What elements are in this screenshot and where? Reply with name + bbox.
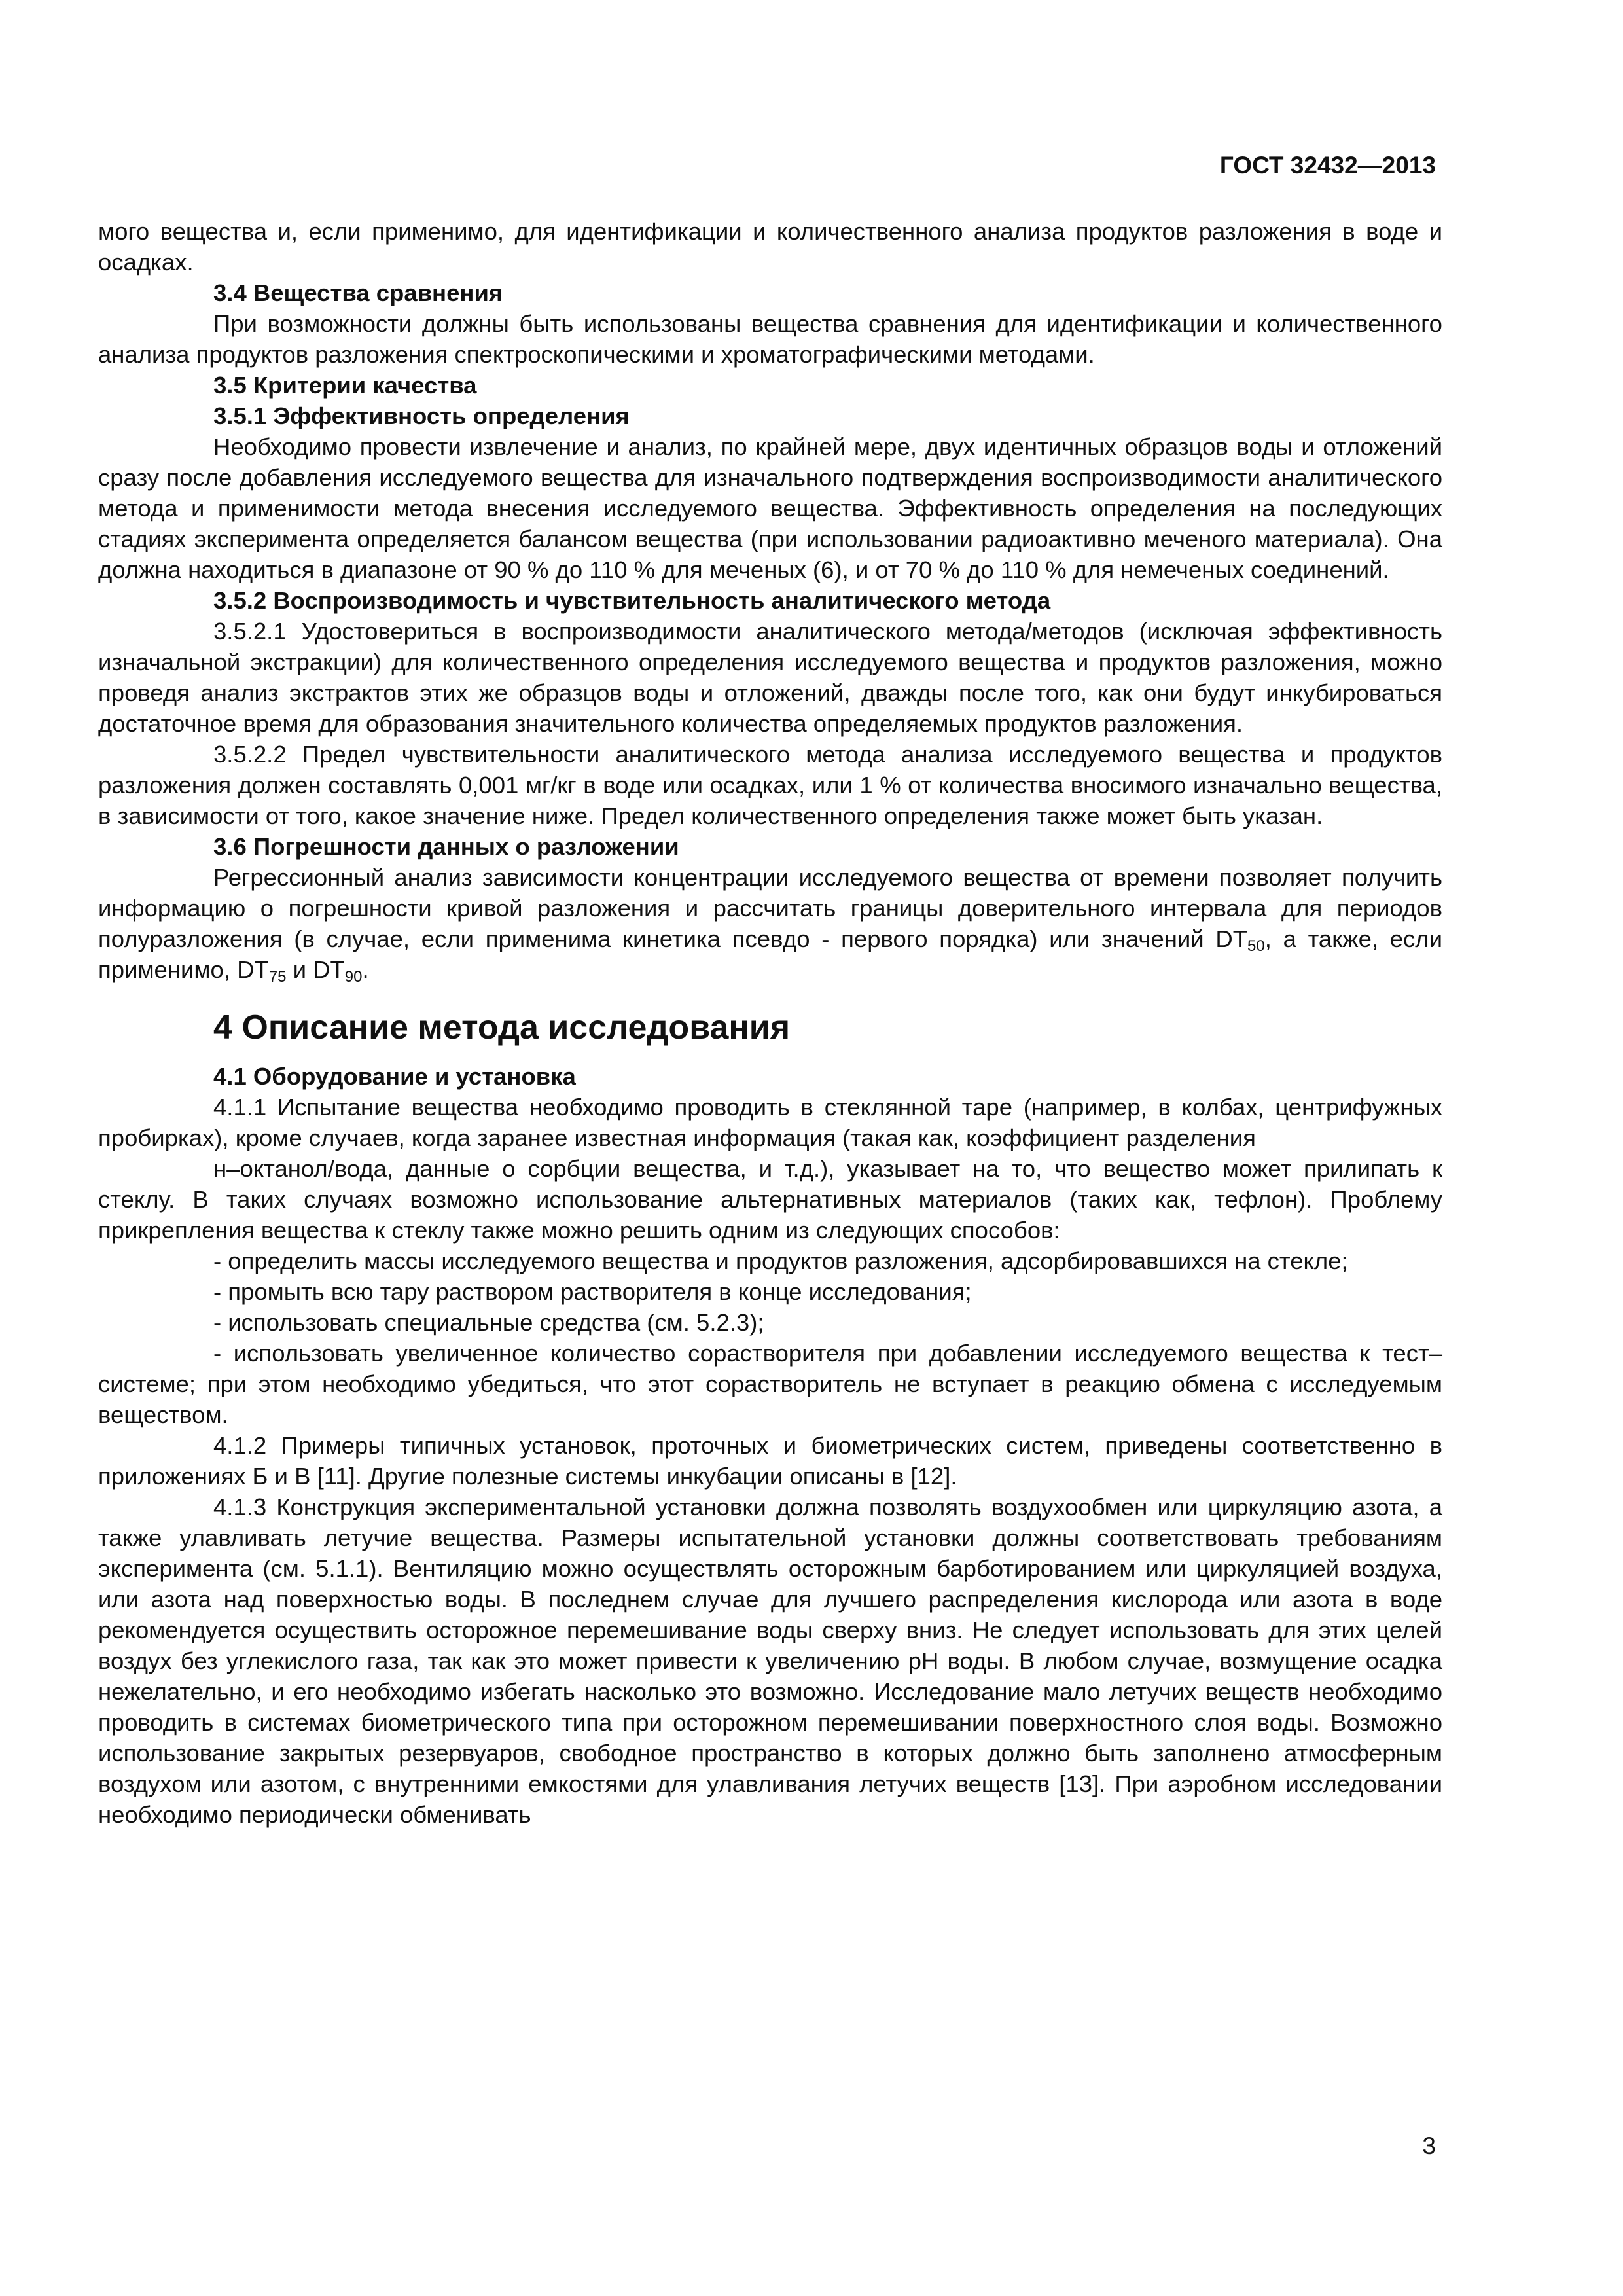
heading-3-5-2: 3.5.2 Воспроизводимость и чувствительность аналитического метода bbox=[213, 587, 1051, 614]
paragraph-3-5-2-1: 3.5.2.1 Удостовериться в воспроизводимости аналитического метода/методов (исключая эффективность изначальной экстракции) для количественного определения исследуемого вещества и продуктов разложения, можно проведя анализ экстрактов этих же образцов воды и отложений, дважды после того, как они будут инкубироваться достаточное время для образования значительного количества определяемых продуктов разложения. bbox=[98, 618, 1442, 737]
paragraph-3-5-1: Необходимо провести извлечение и анализ, по крайней мере, двух идентичных образцов воды и отложений сразу после добавления исследуемого вещества для изначального подтверждения воспроизводимости аналитического метода и применимости метода внесения исследуемого вещества. Эффективность определения на последующих стадиях эксперимента определяется балансом вещества (при использовании радиоактивно меченого материала). Она должна находиться в диапазоне от 90 % до 110 % для меченых (6), и от 70 % до 110 % для немеченых соединений. bbox=[98, 433, 1442, 583]
subscript-90: 90 bbox=[344, 968, 363, 986]
paragraph-3-6-text-2: , а также, если применимо, DT bbox=[98, 925, 1442, 983]
heading-3-5-1: 3.5.1 Эффективность определения bbox=[213, 403, 630, 429]
document-number: ГОСТ 32432—2013 bbox=[1219, 152, 1436, 179]
paragraph-4-1-3: 4.1.3 Конструкция экспериментальной установки должна позволять воздухообмен или циркуляцию азота, а также улавливать летучие вещества. Размеры испытательной установки должны соответствовать требованиям эксперимента (см. 5.1.1). Вентиляцию можно осуществлять осторожным барботированием или циркуляцией воздуха, или азота над поверхностью воды. В последнем случае для лучшего распределения кислорода или азота в воде рекомендуется осуществить осторожное перемешивание воды сверху вниз. Не следует использовать для этих целей воздух без углекислого газа, так как это может привести к увеличению pH воды. В любом случае, возмущение осадка нежелательно, и его необходимо избегать насколько это возможно. Исследование мало летучих веществ необходимо проводить в системах биометрического типа при осторожном перемешивании поверхностного слоя воды. Возможно использование закрытых резервуаров, свободное пространство в которых должно быть заполнено атмосферным воздухом или азотом, с внутренними емкостями для улавливания летучих веществ [13]. При аэробном исследовании необходимо периодически обменивать bbox=[98, 1494, 1442, 1828]
page-number: 3 bbox=[1422, 2132, 1436, 2159]
heading-3-5: 3.5 Критерии качества bbox=[213, 372, 477, 399]
paragraph-3-6-text: Регрессионный анализ зависимости концентрации исследуемого вещества от времени позволяет получить информацию о погрешности кривой разложения и рассчитать границы доверительного интервала для периодов полуразложения (в случае, если применима кинетика псевдо - первого порядка) или значений DT bbox=[98, 864, 1442, 952]
list-item: - использовать специальные средства (см. 5.2.3); bbox=[213, 1309, 764, 1336]
paragraph-3-5-2-2: 3.5.2.2 Предел чувствительности аналитического метода анализа исследуемого вещества и продуктов разложения должен составлять 0,001 мг/кг в воде или осадках, или 1 % от количества вносимого изначально вещества, в зависимости от того, какое значение ниже. Предел количественного определения также может быть указан. bbox=[98, 741, 1442, 829]
subscript-75: 75 bbox=[268, 968, 287, 986]
paragraph-3-6-end: . bbox=[362, 956, 369, 983]
paragraph-4-1-1: 4.1.1 Испытание вещества необходимо проводить в стеклянной таре (например, в колбах, центрифужных пробирках), кроме случаев, когда заранее известная информация (такая как, коэффициент разделения bbox=[98, 1094, 1442, 1151]
paragraph-3-4: При возможности должны быть использованы вещества сравнения для идентификации и количественного анализа продуктов разложения спектроскопическими и хроматографическими методами. bbox=[98, 310, 1442, 368]
list-item: - определить массы исследуемого вещества и продуктов разложения, адсорбировавшихся на стекле; bbox=[213, 1247, 1348, 1274]
paragraph-continued: мого вещества и, если применимо, для идентификации и количественного анализа продуктов разложения в воде и осадках. bbox=[98, 218, 1442, 276]
list-item: - использовать увеличенное количество сорастворителя при добавлении исследуемого вещества к тест–системе; при этом необходимо убедиться, что этот сорастворитель не вступает в реакцию обмена с исследуемым веществом. bbox=[98, 1340, 1442, 1428]
heading-4-1: 4.1 Оборудование и установка bbox=[213, 1063, 576, 1090]
heading-3-6: 3.6 Погрешности данных о разложении bbox=[213, 833, 679, 860]
list-item: - промыть всю тару раствором растворителя в конце исследования; bbox=[213, 1278, 972, 1305]
paragraph-3-6-text-3: и DT bbox=[286, 956, 345, 983]
heading-3-4: 3.4 Вещества сравнения bbox=[213, 279, 503, 306]
document-body bbox=[98, 216, 1442, 1830]
heading-section-4: 4 Описание метода исследования bbox=[213, 1009, 791, 1047]
paragraph-3-6 bbox=[98, 862, 1442, 985]
subscript-50: 50 bbox=[1247, 937, 1265, 955]
paragraph-4-1-1-continued: н–октанол/вода, данные о сорбции вещества, и т.д.), указывает на то, что вещество может прилипать к стеклу. В таких случаях возможно использование альтернативных материалов (таких как, тефлон). Проблему прикрепления вещества к стеклу также можно решить одним из следующих способов: bbox=[98, 1155, 1442, 1244]
paragraph-4-1-2: 4.1.2 Примеры типичных установок, проточных и биометрических систем, приведены соответственно в приложениях Б и В [11]. Другие полезные системы инкубации описаны в [12]. bbox=[98, 1432, 1442, 1490]
